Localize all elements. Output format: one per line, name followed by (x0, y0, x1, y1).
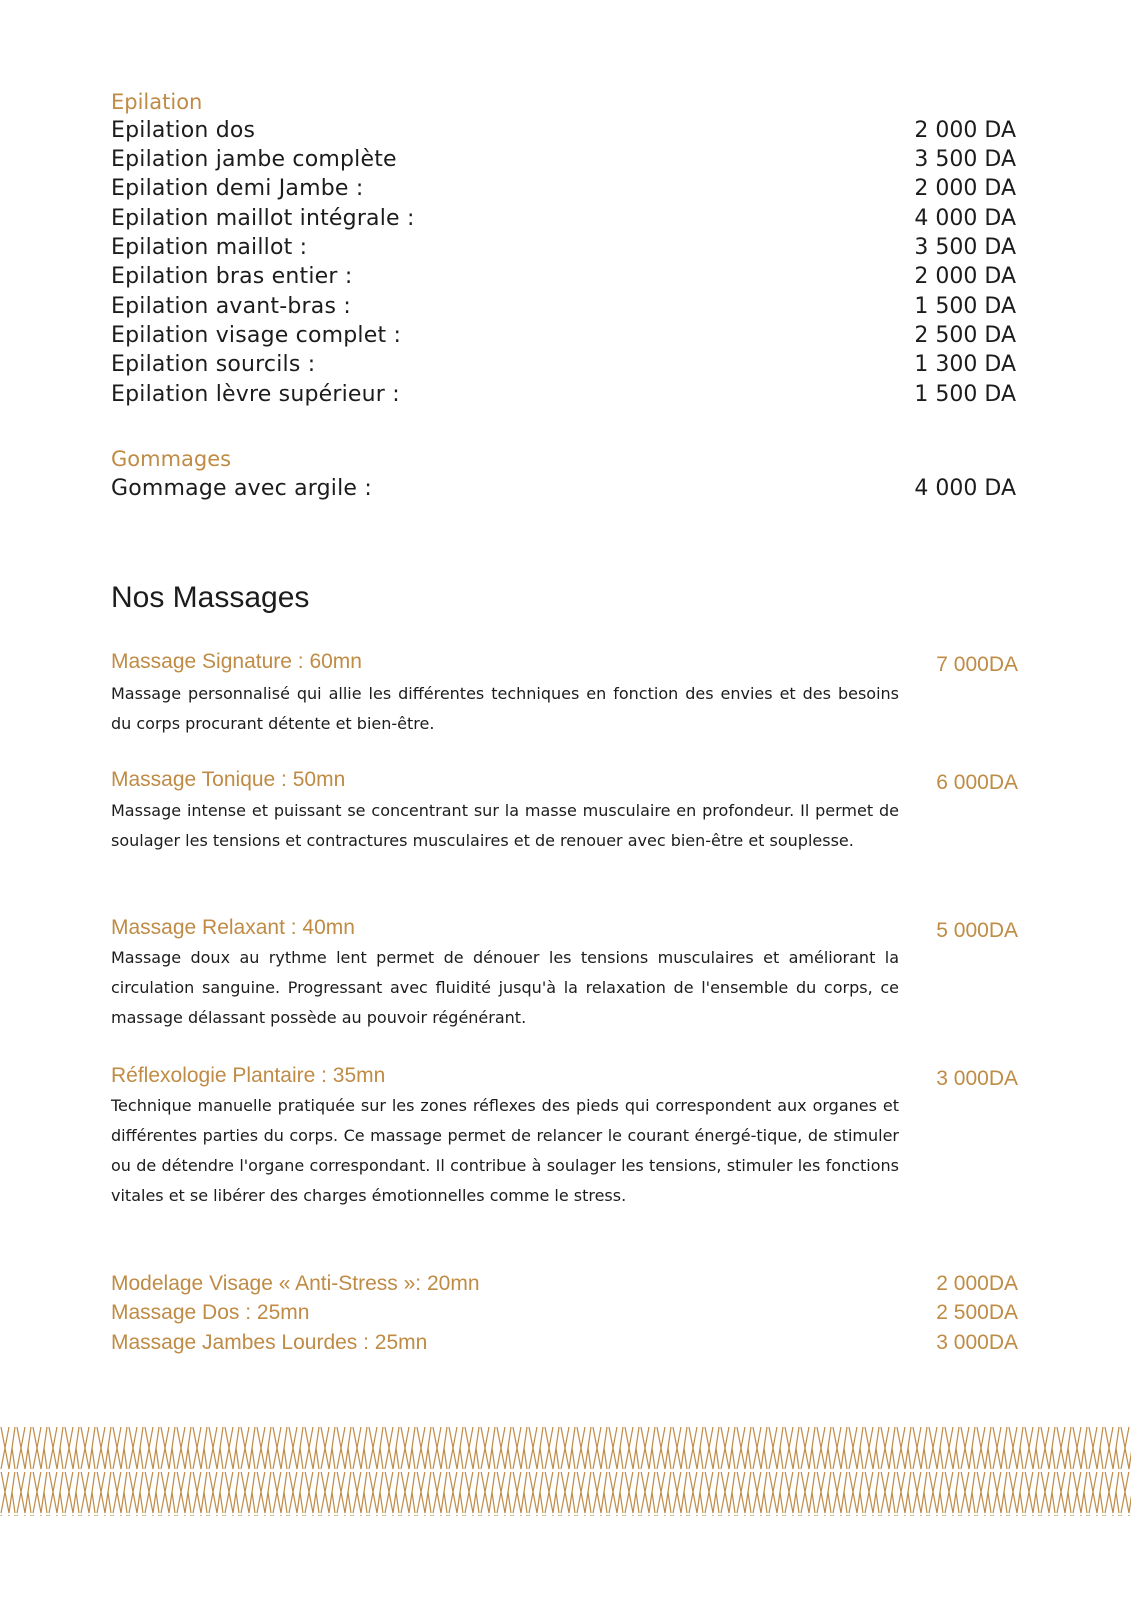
epilation-section-title: Epilation (111, 90, 203, 114)
massage-description: Massage personnalisé qui allie les différentes techniques en fonction des envies et des besoins du corps procurant détente et bien-être. (111, 684, 899, 733)
price-row (111, 116, 1016, 146)
massage-price: 2 500DA (936, 1301, 1018, 1324)
service-name: Epilation visage complet : (111, 323, 402, 348)
service-price: 3 500 DA (914, 147, 1016, 172)
price-row (111, 233, 1016, 263)
service-price: 3 500 DA (914, 235, 1016, 260)
massage-description: Massage doux au rythme lent permet de dénouer les tensions musculaires et améliorant la circulation sanguine. Progressant avec fluidité jusqu'à la relaxation de l'ensemble du corps, ce massage délassant possède au pouvoir régénérant. (111, 948, 899, 1027)
massage-price: 3 000DA (936, 1067, 1018, 1090)
massage-price: 6 000DA (936, 771, 1018, 794)
service-price: 4 000 DA (914, 206, 1016, 231)
service-name: Epilation avant-bras : (111, 294, 351, 319)
price-row (111, 204, 1016, 234)
service-name: Epilation bras entier : (111, 264, 353, 289)
massage-title: Massage Jambes Lourdes : 25mn (111, 1331, 428, 1354)
decorative-pattern-border (0, 1426, 1131, 1536)
service-name: Epilation demi Jambe : (111, 176, 364, 201)
massages-heading: Nos Massages (111, 581, 310, 614)
price-row (111, 380, 1016, 410)
price-row (111, 321, 1016, 351)
massage-title: Massage Relaxant : 40mn (111, 916, 355, 939)
massage-title: Massage Dos : 25mn (111, 1301, 310, 1324)
service-price: 2 000 DA (914, 176, 1016, 201)
price-row (111, 145, 1016, 175)
price-row (111, 474, 1016, 504)
price-row (111, 350, 1016, 380)
service-name: Gommage avec argile : (111, 476, 372, 501)
price-row (111, 174, 1016, 204)
massage-description: Massage intense et puissant se concentrant sur la masse musculaire en profondeur. Il permet de soulager les tensions et contractures musculaires et de renouer avec bien-être et souplesse. (111, 801, 899, 850)
service-name: Epilation dos (111, 118, 256, 143)
massage-price: 7 000DA (936, 653, 1018, 676)
price-row (111, 262, 1016, 292)
service-name: Epilation sourcils : (111, 352, 316, 377)
service-name: Epilation maillot : (111, 235, 308, 260)
service-price: 2 500 DA (914, 323, 1016, 348)
massage-title: Modelage Visage « Anti-Stress »: 20mn (111, 1272, 480, 1295)
service-price: 1 500 DA (914, 294, 1016, 319)
massage-title: Massage Signature : 60mn (111, 650, 362, 673)
massage-price: 5 000DA (936, 919, 1018, 942)
massage-price: 2 000DA (936, 1272, 1018, 1295)
massage-description: Technique manuelle pratiquée sur les zones réflexes des pieds qui correspondent aux organes et différentes parties du corps. Ce massage permet de relancer le courant énergé-tique, de stimuler ou de détendre l'organe correspondant. Il contribue à soulager les tensions, stimuler les fonctions vitales et se libérer des charges émotionnelles comme le stress. (111, 1096, 899, 1205)
service-name: Epilation jambe complète (111, 147, 397, 172)
service-price: 2 000 DA (914, 264, 1016, 289)
price-row (111, 292, 1016, 322)
service-name: Epilation lèvre supérieur : (111, 382, 400, 407)
service-price: 1 500 DA (914, 382, 1016, 407)
massage-title: Massage Tonique : 50mn (111, 768, 346, 791)
massage-title: Réflexologie Plantaire : 35mn (111, 1064, 386, 1087)
service-price: 2 000 DA (914, 118, 1016, 143)
gommages-section-title: Gommages (111, 447, 232, 471)
service-price: 1 300 DA (914, 352, 1016, 377)
massage-price: 3 000DA (936, 1331, 1018, 1354)
service-name: Epilation maillot intégrale : (111, 206, 415, 231)
service-price: 4 000 DA (914, 476, 1016, 501)
